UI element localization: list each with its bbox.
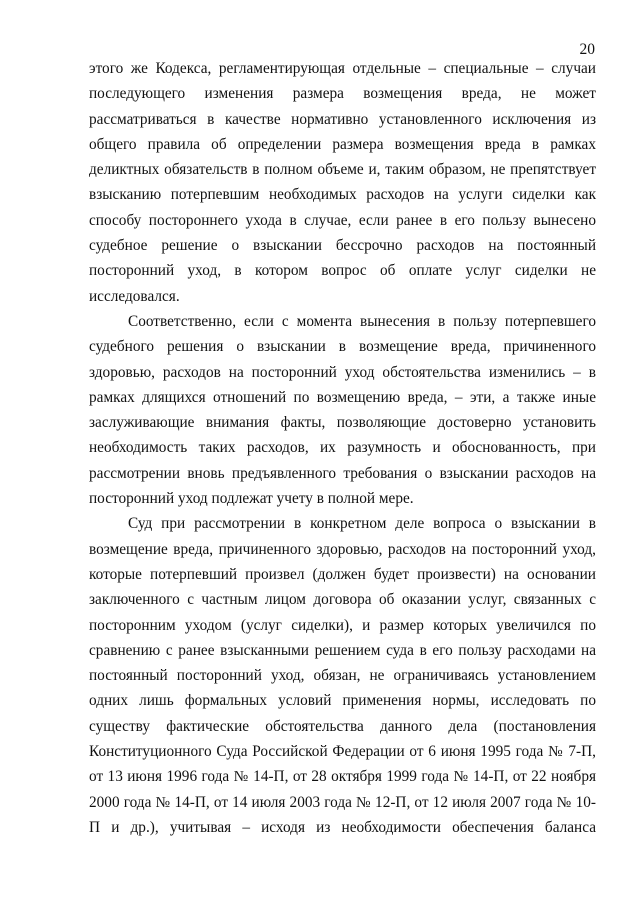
page-number: 20 [579, 41, 595, 58]
paragraph-circumstances-changed: Соответственно, если с момента вынесения в пользу потерпевшего судебного решения о взыскании в возмещение вреда, причиненного здоровью, расходов на посторонний уход обстоятельства изменились – в рамках длящихся отношений по возмещению вреда, – эти, а также иные заслуживающие внимания факты, позволяющие достоверно установить необходимость таких расходов, их разумность и обоснованность, при рассмотрении вновь предъявленного требования о взыскании расходов на посторонний уход подлежат учету в полной мере. [89, 312, 596, 508]
paragraph-court-duty: Суд при рассмотрении в конкретном деле вопроса о взыскании в возмещение вреда, причиненного здоровью, расходов на посторонний уход, которые потерпевший произвел (должен будет произвести) на основании заключенного с частным лицом договора об оказании услуг, связанных с посторонним уходом (услуг сиделки), и размер которых увеличился по сравнению с ранее взысканными решением суда в его пользу расходами на постоянный посторонний уход, обязан, не ограничиваясь установлением одних лишь формальных условий применения нормы, исследовать по существу фактические обстоятельства данного дела (постановления Конституционного Суда Российской Федерации от 6 июня 1995 года № 7-П, от 13 июня 1996 года № 14-П, от 28 октября 1999 года № 14-П, от 22 ноября 2000 года № 14-П, от 14 июля 2003 года № 12-П, от 12 июля 2007 года № 10-П и др.), учитывая – исходя из необходимости обеспечения баланса [89, 515, 596, 836]
paragraph-continuation: этого же Кодекса, регламентирующая отдельные – специальные – случаи последующего изменения размера возмещения вреда, не может рассматриваться в качестве нормативно установленного исключения из общего правила об определении размера возмещения вреда в рамках деликтных обязательств в полном объеме и, таким образом, не препятствует взысканию потерпевшим необходимых расходов на услуги сиделки как способу постороннего ухода в случае, если ранее в его пользу вынесено судебное решение о взыскании бессрочно расходов на постоянный посторонний уход, в котором вопрос об оплате услуг сиделки не исследовался. [89, 60, 596, 305]
body-text [89, 56, 596, 840]
